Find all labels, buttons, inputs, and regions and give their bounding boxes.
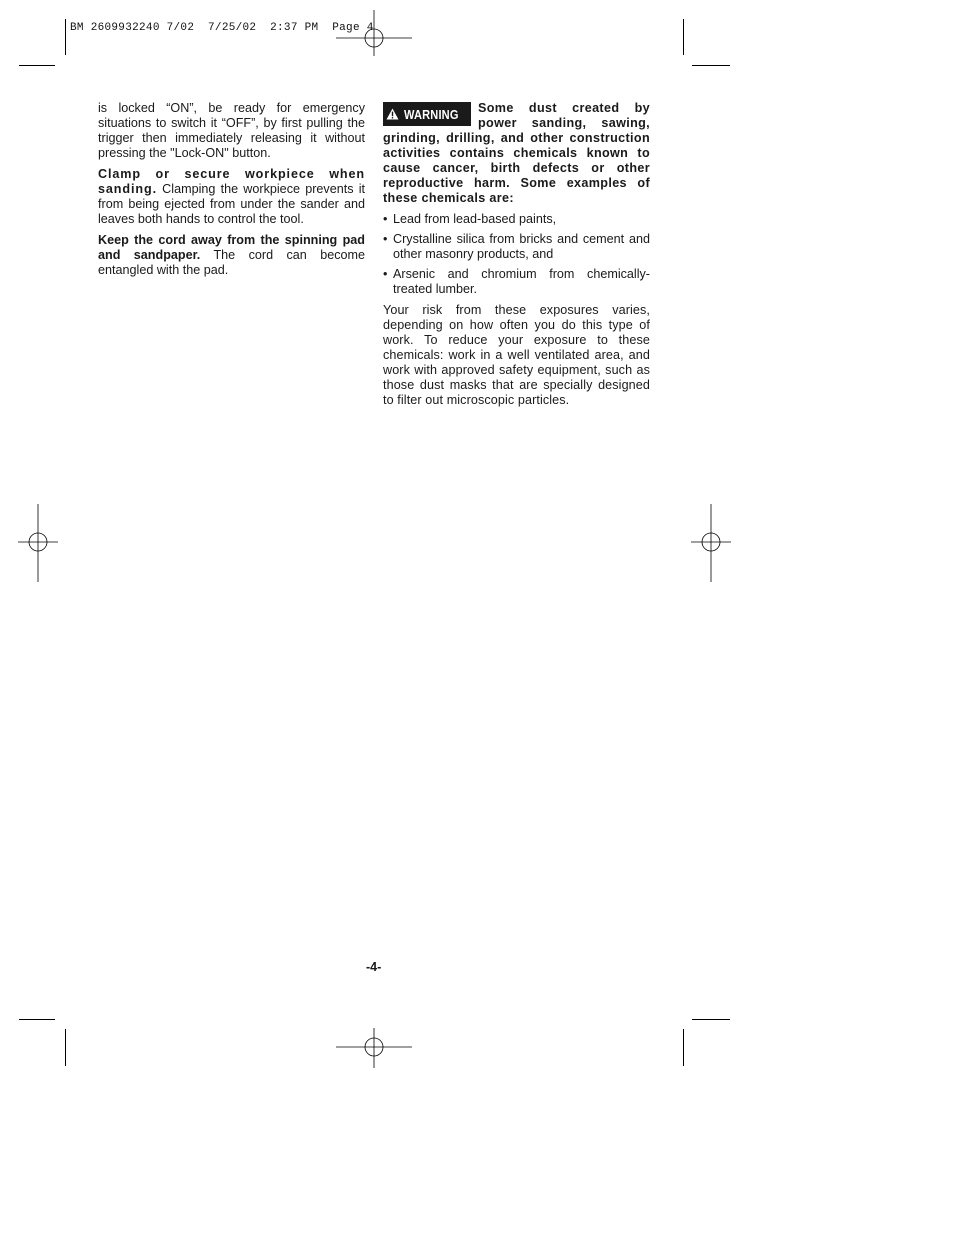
crop-mark: [683, 19, 684, 55]
warning-block: [383, 101, 650, 206]
registration-mark-top-icon: [336, 10, 412, 56]
warning-text: Some dust created by power sanding, sawing, grinding, drilling, and other construction activities contains chemicals known to cause cancer, birth defects or other reproductive harm. Some examples of these chemicals are:: [383, 101, 650, 205]
paragraph-clamp-workpiece: [98, 167, 365, 227]
crop-mark: [692, 1019, 730, 1020]
list-item: • Lead from lead-based paints,: [383, 212, 557, 226]
paragraph-exposure-risk: Your risk from these exposures varies, depending on how often you do this type of work. To reduce your exposure to these chemicals: work in a well ventilated area, and work with approved safety equipment, such as those dust masks that are specially designed to filter out microscopic particles.: [383, 303, 650, 407]
paragraph-lock-on: is locked “ON”, be ready for emergency situations to switch it “OFF”, by first pulling the trigger then immediately releasing it without pressing the "Lock-ON" button.: [98, 101, 365, 160]
warning-label: WARNING: [403, 106, 459, 122]
list-item: • Crystalline silica from bricks and cement and other masonry products, and: [383, 232, 650, 261]
right-column: [383, 101, 650, 414]
bullet-icon: •: [383, 232, 388, 246]
warning-badge: [383, 102, 471, 126]
print-slug: BM 2609932240 7/02 7/25/02 2:37 PM Page 4: [70, 22, 374, 34]
paragraph-cord-away: [98, 233, 365, 278]
crop-mark: [65, 1029, 66, 1066]
clamp-heading: Clamp or secure workpiece when sanding.: [98, 167, 365, 196]
crop-mark: [65, 19, 66, 55]
bullet-icon: •: [383, 212, 388, 226]
crop-mark: [19, 1019, 55, 1020]
page-number: -4-: [366, 960, 382, 974]
crop-mark: [19, 65, 55, 66]
registration-mark-left-icon: [18, 504, 58, 582]
cord-text: The cord can become entangled with the pad.: [98, 248, 365, 277]
warning-triangle-icon: [386, 108, 399, 120]
crop-mark: [683, 1029, 684, 1066]
left-column: [98, 101, 365, 284]
clamp-text: Clamping the workpiece prevents it from being ejected from under the sander and leaves both hands to control the tool.: [98, 182, 365, 226]
registration-mark-bottom-icon: [336, 1028, 412, 1068]
registration-mark-right-icon: [691, 504, 731, 582]
cord-heading: Keep the cord away from the spinning pad and sandpaper.: [98, 233, 365, 262]
crop-mark: [692, 65, 730, 66]
list-item: • Arsenic and chromium from chemically-treated lumber.: [383, 267, 650, 296]
bullet-icon: •: [383, 267, 388, 281]
chemical-list: [383, 212, 650, 297]
